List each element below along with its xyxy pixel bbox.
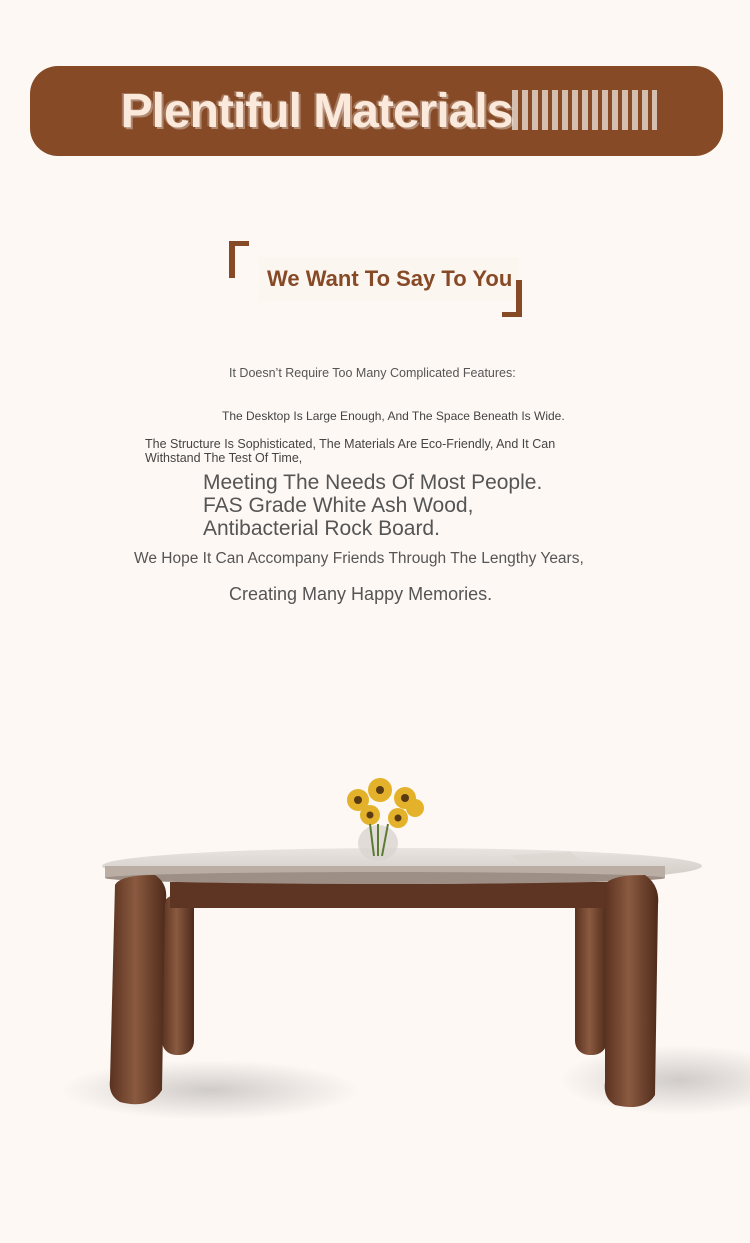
- section-subtitle: We Want To Say To You: [259, 257, 519, 301]
- body-line-3: The Structure Is Sophisticated, The Materials Are Eco-Friendly, And It Can Withstand The Test Of Time,: [145, 437, 556, 465]
- right-bracket-icon: [502, 280, 522, 317]
- banner-title: Plentiful Materials: [120, 84, 513, 138]
- banner-decoration: [512, 90, 657, 130]
- left-bracket-icon: [229, 241, 249, 278]
- body-line-1: It Doesn’t Require Too Many Complicated Features:: [229, 366, 516, 380]
- body-line-2: The Desktop Is Large Enough, And The Space Beneath Is Wide.: [222, 409, 565, 423]
- body-line-6: Creating Many Happy Memories.: [229, 584, 493, 604]
- dining-table-image: [60, 760, 750, 1140]
- table-illustration: [60, 760, 750, 1140]
- body-line-4: Meeting The Needs Of Most People. FAS Grade White Ash Wood, Antibacterial Rock Board.: [203, 471, 543, 540]
- body-line-5: We Hope It Can Accompany Friends Through The Lengthy Years,: [134, 550, 584, 567]
